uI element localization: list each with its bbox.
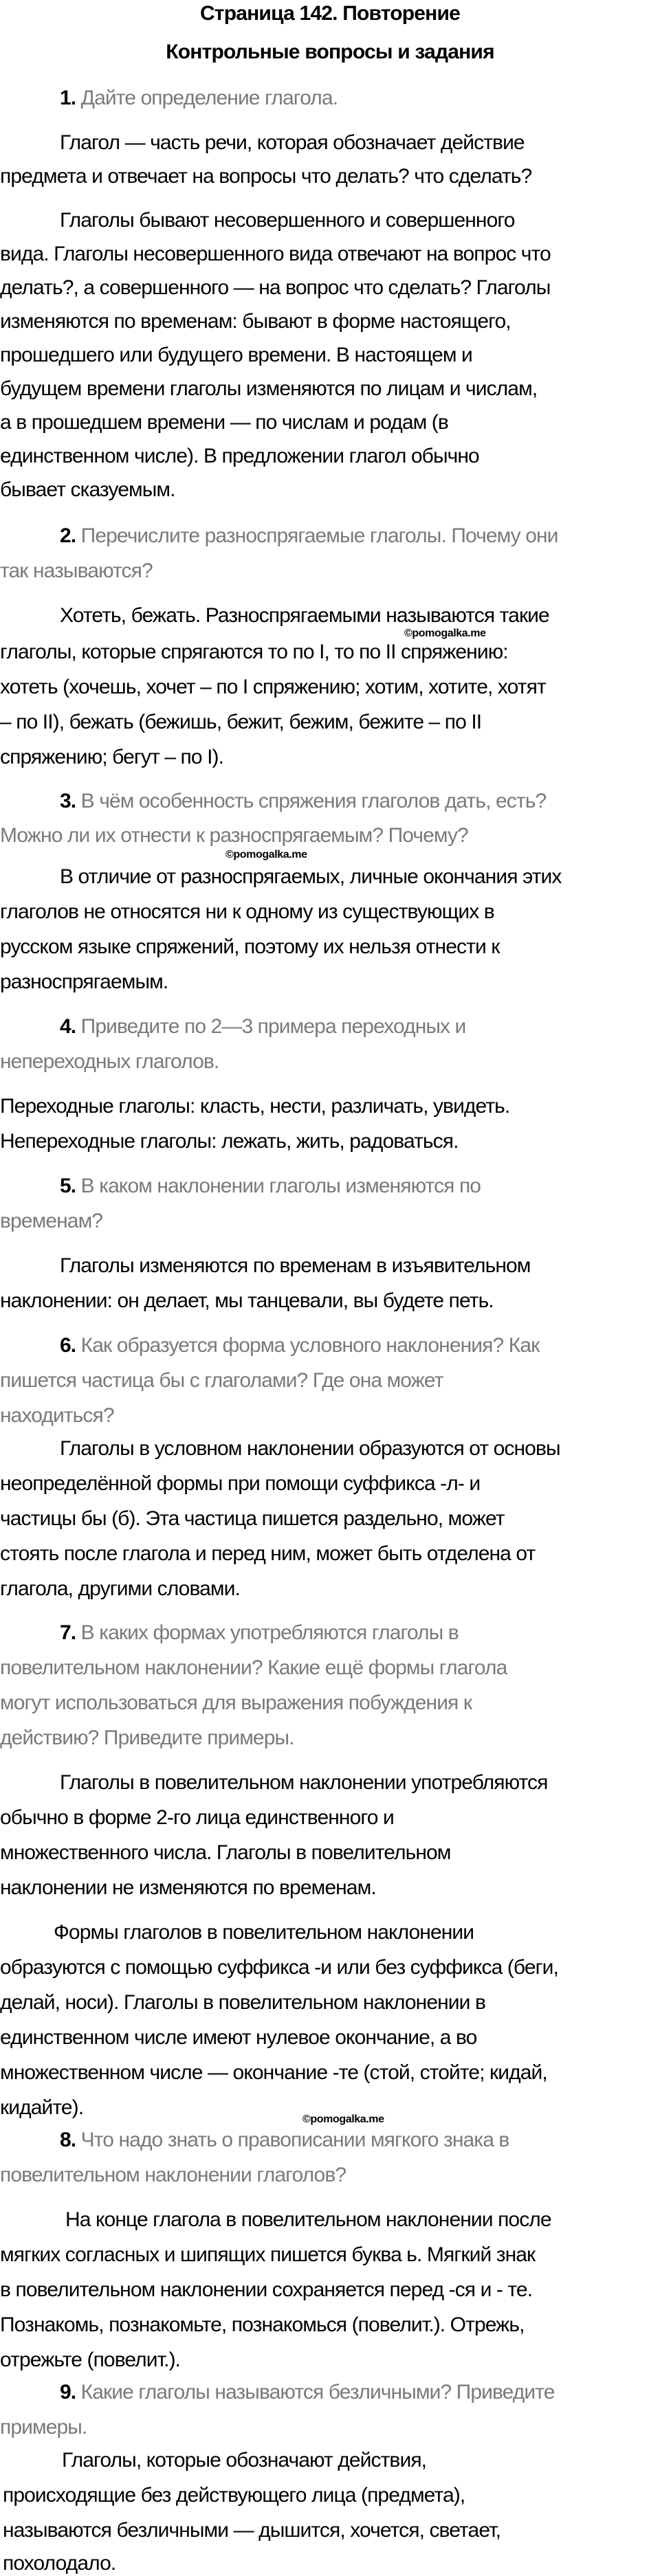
answer-line: Глаголы в повелительном наклонении употребляются — [60, 1771, 548, 1794]
question-line: Можно ли их отнести к разноспрягаемым? Почему? — [0, 824, 468, 847]
answer-line: кидайте). — [0, 2096, 84, 2119]
answer-line: Глагол — часть речи, которая обозначает действие — [60, 131, 525, 154]
question-number: 7. — [60, 1621, 76, 1644]
watermark: ©pomogalka.me — [302, 2113, 384, 2125]
question-number: 6. — [60, 1334, 76, 1357]
question-number: 4. — [60, 1015, 76, 1038]
question-line: находиться? — [0, 1404, 114, 1427]
question-5: 5. В каком наклонении глаголы изменяются по — [60, 1175, 481, 1197]
question-number: 2. — [60, 524, 76, 547]
question-line: непереходных глаголов. — [0, 1050, 219, 1073]
question-4: 4. Приведите по 2—3 примера переходных и — [60, 1015, 466, 1038]
answer-line: отрежьте (повелит.). — [0, 2349, 181, 2371]
question-6: 6. Как образуется форма условного наклонения? Как — [60, 1334, 540, 1357]
question-line: повелительном наклонении? Какие ещё формы глагола — [0, 1656, 507, 1679]
answer-line: прошедшего или будущего времени. В настоящем и — [0, 344, 472, 366]
answer-line: частицы бы (б). Эта частица пишется раздельно, может — [0, 1507, 505, 1530]
answer-line: На конце глагола в повелительном наклонении после — [65, 2208, 551, 2231]
question-number: 3. — [60, 790, 76, 812]
question-line: так называются? — [0, 559, 153, 582]
answer-line: происходящие без действующего лица (предмета), — [3, 2484, 465, 2507]
section-subtitle: Контрольные вопросы и задания — [166, 41, 494, 63]
answer-line: изменяются по временам: бывают в форме настоящего, — [0, 310, 511, 333]
watermark: ©pomogalka.me — [404, 628, 486, 639]
question-number: 8. — [60, 2129, 76, 2151]
answer-line: делай, носи). Глаголы в повелительном наклонении в — [0, 1991, 485, 2014]
answer-line: В отличие от разноспрягаемых, личные окончания этих — [60, 865, 562, 888]
answer-line: бывает сказуемым. — [0, 478, 175, 501]
answer-line: единственном числе имеют нулевое окончание, а во — [0, 2026, 477, 2049]
answer-line: Глаголы, которые обозначают действия, — [62, 2449, 427, 2472]
answer-line: стоять после глагола и перед ним, может быть отделена от — [0, 1542, 536, 1565]
answer-line: будущем времени глаголы изменяются по лицам и числам, — [0, 377, 538, 400]
answer-line: разноспрягаемым. — [0, 970, 168, 993]
question-number: 9. — [60, 2381, 76, 2403]
answer-line: в повелительном наклонении сохраняется перед -ся и - те. — [0, 2278, 533, 2301]
question-8: 8. Что надо знать о правописании мягкого знака в — [60, 2129, 509, 2151]
question-number: 1. — [60, 87, 76, 109]
answer-line: Познакомь, познакомьте, познакомься (повелит.). Отрежь, — [0, 2313, 525, 2336]
question-9: 9. Какие глаголы называются безличными? Приведите — [60, 2381, 555, 2403]
question-line: повелительном наклонении глаголов? — [0, 2164, 346, 2186]
answer-line: множественного числа. Глаголы в повелительном — [0, 1841, 451, 1864]
question-1: 1. Дайте определение глагола. — [60, 87, 338, 109]
answer-line: обычно в форме 2-го лица единственного и — [0, 1806, 394, 1829]
answer-line: единственном числе). В предложении глагол обычно — [0, 445, 479, 467]
answer-line: глаголов не относятся ни к одному из существующих в — [0, 900, 494, 923]
answer-line: Глаголы в условном наклонении образуются от основы — [60, 1437, 560, 1460]
answer-line: Хотеть, бежать. Разноспрягаемыми называются такие — [60, 604, 549, 627]
answer-line: образуются с помощью суффикса -и или без суффикса (беги, — [0, 1956, 558, 1979]
page-title: Страница 142. Повторение — [199, 2, 461, 25]
answer-line: а в прошедшем времени — по числам и родам (в — [0, 411, 448, 434]
answer-line: – по II), бежать (бежишь, бежит, бежим, бежите – по II — [0, 711, 482, 733]
answer-line: спряжению; бегут – по I). — [0, 746, 224, 768]
question-line: действию? Приведите примеры. — [0, 1726, 294, 1749]
answer-line: называются безличными — дышится, хочется, светает, — [3, 2519, 501, 2542]
question-line: примеры. — [0, 2416, 87, 2439]
answer-line: похолодало. — [3, 2552, 116, 2575]
answer-line: наклонении не изменяются по временам. — [0, 1876, 376, 1899]
answer-line: мягких согласных и шипящих пишется буква ь. Мягкий знак — [0, 2243, 536, 2266]
answer-line: неопределённой формы при помощи суффикса -л- и — [0, 1472, 481, 1495]
answer-line: предмета и отвечает на вопросы что делать? что сделать? — [0, 165, 532, 188]
question-2: 2. Перечислите разноспрягаемые глаголы. Почему они — [60, 524, 558, 547]
answer-line: русском языке спряжений, поэтому их нельзя отнести к — [0, 935, 500, 958]
answer-line: Глаголы бывают несовершенного и совершенного — [60, 209, 515, 232]
question-line: пишется частица бы с глаголами? Где она может — [0, 1369, 443, 1392]
answer-line: глагола, другими словами. — [0, 1577, 240, 1600]
answer-line: наклонении: он делает, мы танцевали, вы будете петь. — [0, 1289, 494, 1312]
answer-line: Непереходные глаголы: лежать, жить, радоваться. — [0, 1130, 459, 1153]
question-line: могут использоваться для выражения побуждения к — [0, 1691, 472, 1714]
answer-line: множественном числе — окончание -те (стой, стойте; кидай, — [0, 2061, 547, 2084]
question-3: 3. В чём особенность спряжения глаголов дать, есть? — [60, 790, 547, 812]
question-line: временам? — [0, 1210, 103, 1232]
question-number: 5. — [60, 1175, 76, 1197]
answer-line: вида. Глаголы несовершенного вида отвечают на вопрос что — [0, 243, 551, 265]
question-7: 7. В каких формах употребляются глаголы в — [60, 1621, 459, 1644]
answer-line: хотеть (хочешь, хочет – по I спряжению; хотим, хотите, хотят — [0, 676, 546, 698]
answer-line: Формы глаголов в повелительном наклонении — [54, 1921, 474, 1944]
answer-line: делать?, а совершенного — на вопрос что сделать? Глаголы — [0, 276, 551, 299]
answer-line: Глаголы изменяются по временам в изъявительном — [60, 1254, 531, 1277]
watermark: ©pomogalka.me — [226, 849, 307, 860]
answer-line: Переходные глаголы: класть, нести, различать, увидеть. — [0, 1095, 510, 1118]
answer-line: глаголы, которые спрягаются то по I, то по II спряжению: — [0, 641, 508, 663]
